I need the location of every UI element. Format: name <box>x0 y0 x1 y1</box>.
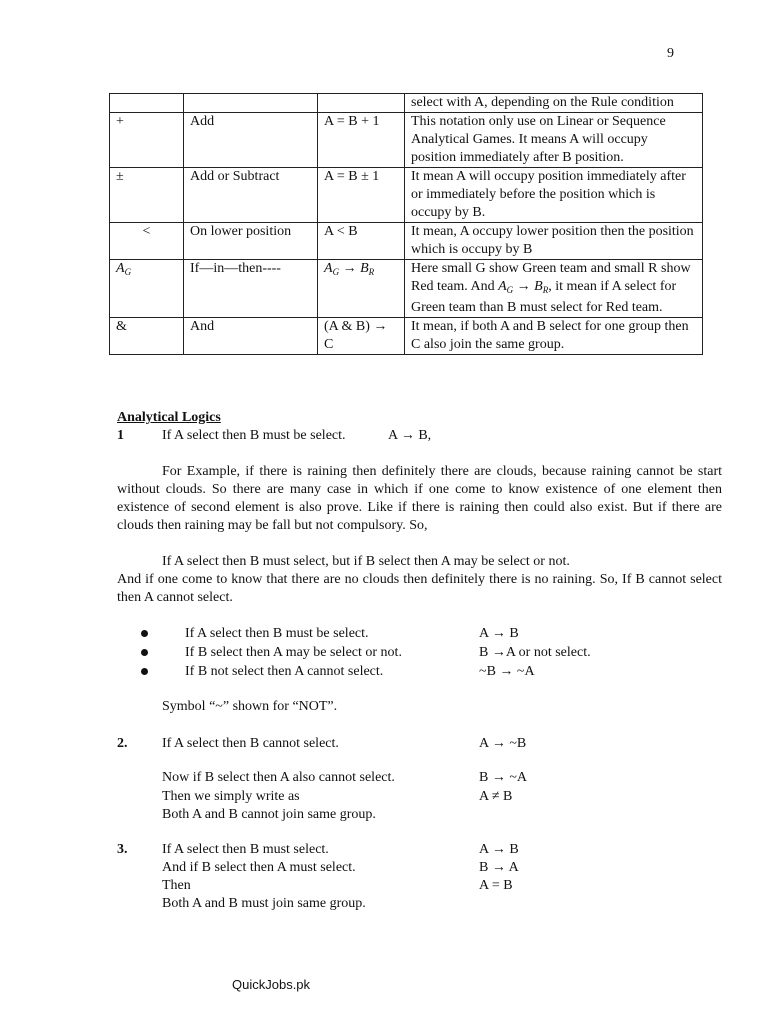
example-cell: A = B ± 1 <box>318 168 405 223</box>
example-arrow: → <box>342 261 357 276</box>
rule-text: If A select then B must select. <box>162 842 329 857</box>
rule-text: Now if B select then A also cannot select. <box>162 770 395 785</box>
notation-table <box>109 93 703 355</box>
list-item: If A select then B must be select. <box>185 626 369 641</box>
rule-formula: B → ~A <box>479 770 528 785</box>
description-text: , it mean if A select for Green team than B must select for Red team. <box>411 279 677 315</box>
rule-formula: A ≠ B <box>479 789 513 804</box>
rule-text: Then we simply write as <box>162 789 300 804</box>
meaning-cell: And <box>184 318 318 355</box>
description-text: Here small G show Green team and small R show Red team. And <box>411 261 691 294</box>
inline-formula-b-sub: R <box>542 285 549 295</box>
list-item-formula: A → B <box>479 626 519 641</box>
follow-up-paragraph <box>117 553 722 607</box>
inline-formula-arrow: → <box>516 279 531 294</box>
meaning-cell: Add <box>184 113 318 168</box>
description-cell: select with A, depending on the Rule condition <box>405 94 703 113</box>
inline-formula-a: A <box>498 279 507 294</box>
symbol-subscript: G <box>124 267 132 277</box>
bullet-icon <box>141 630 148 637</box>
example-cell: (A & B) → C <box>318 318 405 355</box>
example-a-sub: G <box>332 267 340 277</box>
bullet-icon <box>141 649 148 656</box>
paragraph-text: For Example, if there is raining then definitely there are clouds, because raining cannot be start without clouds. So there are many case in which if one come to know existence of one element then existence of second element is also prove. Like if there is raining then could also exist. But if there are clouds then raining may be fall but not compulsory. So, <box>117 464 722 533</box>
symbol-cell: < <box>110 223 184 260</box>
meaning-cell: On lower position <box>184 223 318 260</box>
symbol-cell <box>110 94 184 113</box>
section-title: Analytical Logics <box>117 410 221 425</box>
example-paragraph <box>117 463 722 535</box>
list-item: If B not select then A cannot select. <box>185 664 384 679</box>
symbol-cell: + <box>110 113 184 168</box>
example-b-sub: R <box>368 267 375 277</box>
example-a: A <box>324 261 333 276</box>
rule-number: 1 <box>117 428 124 443</box>
meaning-cell: If—in—then---- <box>184 260 318 318</box>
example-cell: A < B <box>318 223 405 260</box>
rule-formula: A → B, <box>388 428 432 443</box>
description-cell <box>405 260 703 318</box>
symbol-letter: A <box>116 261 125 276</box>
description-cell: This notation only use on Linear or Sequence Analytical Games. It means A will occupy position immediately after B position. <box>405 113 703 168</box>
example-b: B <box>360 261 369 276</box>
paragraph-text: And if one come to know that there are no clouds then definitely there is no raining. So, If B cannot select then A cannot select. <box>117 572 722 605</box>
example-cell <box>318 260 405 318</box>
symbol-cell: ± <box>110 168 184 223</box>
symbol-cell: & <box>110 318 184 355</box>
description-cell: It mean, if both A and B select for one group then C also join the same group. <box>405 318 703 355</box>
table-row <box>110 113 703 168</box>
page-number: 9 <box>667 46 674 61</box>
rule-formula: B → A <box>479 860 519 875</box>
rule-text: And if B select then A must select. <box>162 860 356 875</box>
rule-text: Both A and B must join same group. <box>162 896 366 911</box>
rule-text: If A select then B must be select. <box>162 428 346 443</box>
rule-number: 3. <box>117 842 128 857</box>
rule-number: 2. <box>117 736 128 751</box>
list-item: If B select then A may be select or not. <box>185 645 402 660</box>
table-row <box>110 260 703 318</box>
meaning-cell: Add or Subtract <box>184 168 318 223</box>
paragraph-text: If A select then B must select, but if B select then A may be select or not. <box>162 554 570 569</box>
description-cell: It mean, A occupy lower position then the position which is occupy by B <box>405 223 703 260</box>
table-row <box>110 168 703 223</box>
table-row <box>110 223 703 260</box>
bullet-icon <box>141 668 148 675</box>
symbol-cell <box>110 260 184 318</box>
table-row <box>110 94 703 113</box>
inline-formula-a-sub: G <box>506 285 514 295</box>
rule-text: If A select then B cannot select. <box>162 736 339 751</box>
paragraph-line <box>117 553 722 571</box>
rule-text: Then <box>162 878 191 893</box>
table-row <box>110 318 703 355</box>
description-cell: It mean A will occupy position immediately after or immediately before the position which is occupy by B. <box>405 168 703 223</box>
list-item-formula: B →A or not select. <box>479 645 591 660</box>
example-cell <box>318 94 405 113</box>
rule-text: Both A and B cannot join same group. <box>162 807 376 822</box>
rule-formula: A → ~B <box>479 736 527 751</box>
list-item-formula: ~B → ~A <box>479 664 535 679</box>
rule-formula: A = B <box>479 878 513 893</box>
footer-source: QuickJobs.pk <box>232 977 311 992</box>
example-cell: A = B + 1 <box>318 113 405 168</box>
rule-formula: A → B <box>479 842 519 857</box>
symbol-note: Symbol “~” shown for “NOT”. <box>162 699 338 714</box>
meaning-cell <box>184 94 318 113</box>
inline-formula-b: B <box>534 279 543 294</box>
